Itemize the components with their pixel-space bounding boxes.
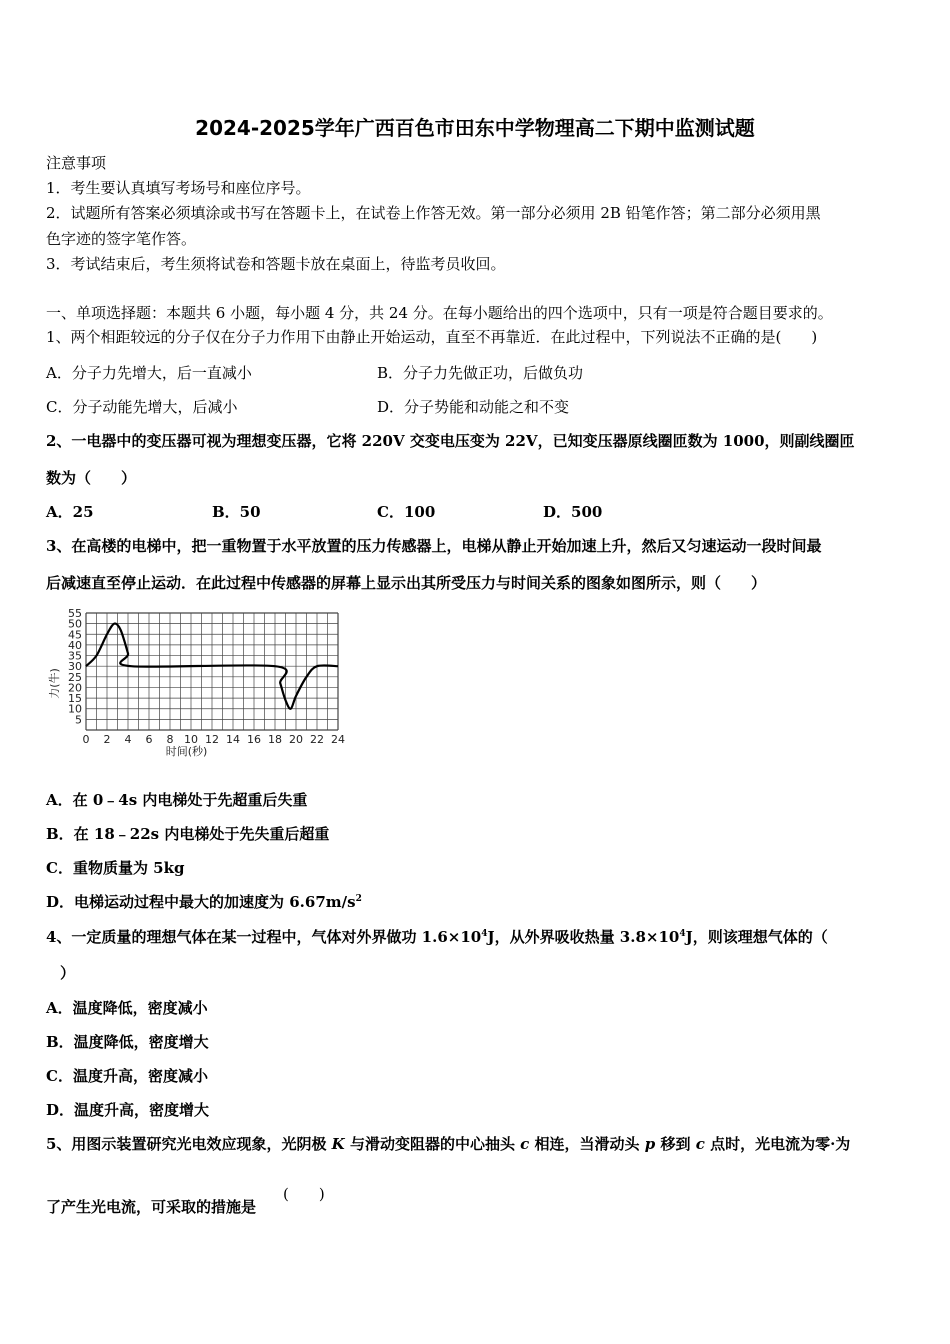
q4-option-b: B．温度降低，密度增大 bbox=[46, 1033, 209, 1051]
force-time-chart bbox=[44, 605, 354, 770]
q3-stem-cont: 后减速直至停止运动．在此过程中传感器的屏幕上显示出其所受压力与时间关系的图象如图所示，则（ ） bbox=[46, 574, 767, 592]
y-tick-label: 15 bbox=[68, 692, 82, 706]
q2-option-d: D．500 bbox=[543, 503, 603, 521]
x-tick-label: 10 bbox=[184, 733, 198, 746]
q3-option-a: A．在 0﹣4s 内电梯处于先超重后失重 bbox=[46, 791, 308, 809]
q1-option-a: A．分子力先增大，后一直减小 bbox=[46, 364, 252, 382]
q4-option-c: C．温度升高，密度减小 bbox=[46, 1067, 208, 1085]
q2-option-b: B．50 bbox=[212, 503, 261, 521]
q2-stem-cont: 数为（ ） bbox=[46, 469, 137, 487]
y-tick-label: 55 bbox=[68, 607, 82, 620]
x-tick-label: 16 bbox=[247, 733, 261, 746]
q5-answer-paren: ( ) bbox=[283, 1185, 325, 1203]
q3-option-c: C．重物质量为 5kg bbox=[46, 859, 185, 877]
x-tick-label: 2 bbox=[103, 733, 111, 746]
x-tick-label: 22 bbox=[310, 733, 324, 746]
q4-stem-cont: ） bbox=[60, 964, 76, 982]
y-tick-label: 50 bbox=[68, 617, 82, 631]
q2-stem: 2、一电器中的变压器可视为理想变压器，它将 220V 交变电压变为 22V，已知变压器原线圈匝数为 1000，则副线圈匝 bbox=[46, 432, 855, 450]
y-tick-label: 20 bbox=[68, 681, 82, 695]
x-tick-label: 24 bbox=[331, 733, 345, 746]
y-tick-label: 40 bbox=[68, 638, 82, 652]
q5-stem-cont: 了产生光电流，可采取的措施是 bbox=[46, 1198, 257, 1216]
x-axis-label: 时间(秒) bbox=[165, 745, 208, 758]
notice-item: 3．考试结束后，考生须将试卷和答题卡放在桌面上，待监考员收回。 bbox=[46, 255, 506, 273]
section-heading: 一、单项选择题：本题共 6 小题，每小题 4 分，共 24 分。在每小题给出的四个选项中，只有一项是符合题目要求的。 bbox=[46, 304, 833, 322]
q3-option-b: B．在 18﹣22s 内电梯处于先失重后超重 bbox=[46, 825, 330, 843]
q1-stem: 1、两个相距较远的分子仅在分子力作用下由静止开始运动，直至不再靠近．在此过程中，下列说法不正确的是( ) bbox=[46, 328, 818, 346]
x-tick-label: 0 bbox=[82, 733, 90, 746]
q2-option-a: A．25 bbox=[46, 503, 94, 521]
x-tick-label: 6 bbox=[145, 733, 153, 746]
q3-option-d: D．电梯运动过程中最大的加速度为 $6.67m/s^2$ bbox=[46, 893, 362, 911]
q2-option-c: C．100 bbox=[377, 503, 436, 521]
y-tick-label: 35 bbox=[68, 649, 82, 663]
q4-option-d: D．温度升高，密度增大 bbox=[46, 1101, 210, 1119]
notice-item: 色字迹的签字笔作答。 bbox=[46, 230, 197, 248]
page-title: 2024-2025学年广西百色市田东中学物理高二下期中监测试题 bbox=[195, 116, 755, 140]
notice-item: 2．试题所有答案必须填涂或书写在答题卡上，在试卷上作答无效。第一部分必须用 2B 铅笔作答；第二部分必须用黑 bbox=[46, 204, 821, 222]
y-tick-label: 5 bbox=[75, 713, 82, 727]
q1-option-d: D．分子势能和动能之和不变 bbox=[377, 398, 570, 416]
notice-item: 1．考生要认真填写考场号和座位序号。 bbox=[46, 179, 311, 197]
x-tick-label: 20 bbox=[289, 733, 303, 746]
notice-heading: 注意事项 bbox=[46, 154, 107, 172]
x-tick-label: 18 bbox=[268, 733, 282, 746]
q1-option-c: C．分子动能先增大，后减小 bbox=[46, 398, 238, 416]
y-axis-label: 力(牛) bbox=[48, 668, 61, 699]
q4-stem: 4、一定质量的理想气体在某一过程中，气体对外界做功 $1.6\times 10^4J$，从外界吸收热量 $3.8\times 10^4J$，则该理想气体的（ bbox=[46, 928, 828, 946]
y-tick-label: 25 bbox=[68, 670, 82, 684]
q5-stem: 5、用图示装置研究光电效应现象，光阴极 K 与滑动变阻器的中心抽头 c 相连，当滑动头 p 移到 c 点时，光电流为零·为 bbox=[46, 1135, 851, 1153]
q3-stem: 3、在高楼的电梯中，把一重物置于水平放置的压力传感器上，电梯从静止开始加速上升，然后又匀速运动一段时间最 bbox=[46, 537, 822, 555]
q4-option-a: A．温度降低，密度减小 bbox=[46, 999, 208, 1017]
y-tick-label: 10 bbox=[68, 702, 82, 716]
x-tick-label: 14 bbox=[226, 733, 240, 746]
x-tick-label: 8 bbox=[166, 733, 174, 746]
y-tick-label: 30 bbox=[68, 660, 82, 674]
x-tick-label: 4 bbox=[124, 733, 132, 746]
y-tick-label: 45 bbox=[68, 628, 82, 642]
x-tick-label: 12 bbox=[205, 733, 219, 746]
q1-option-b: B．分子力先做正功，后做负功 bbox=[377, 364, 584, 382]
